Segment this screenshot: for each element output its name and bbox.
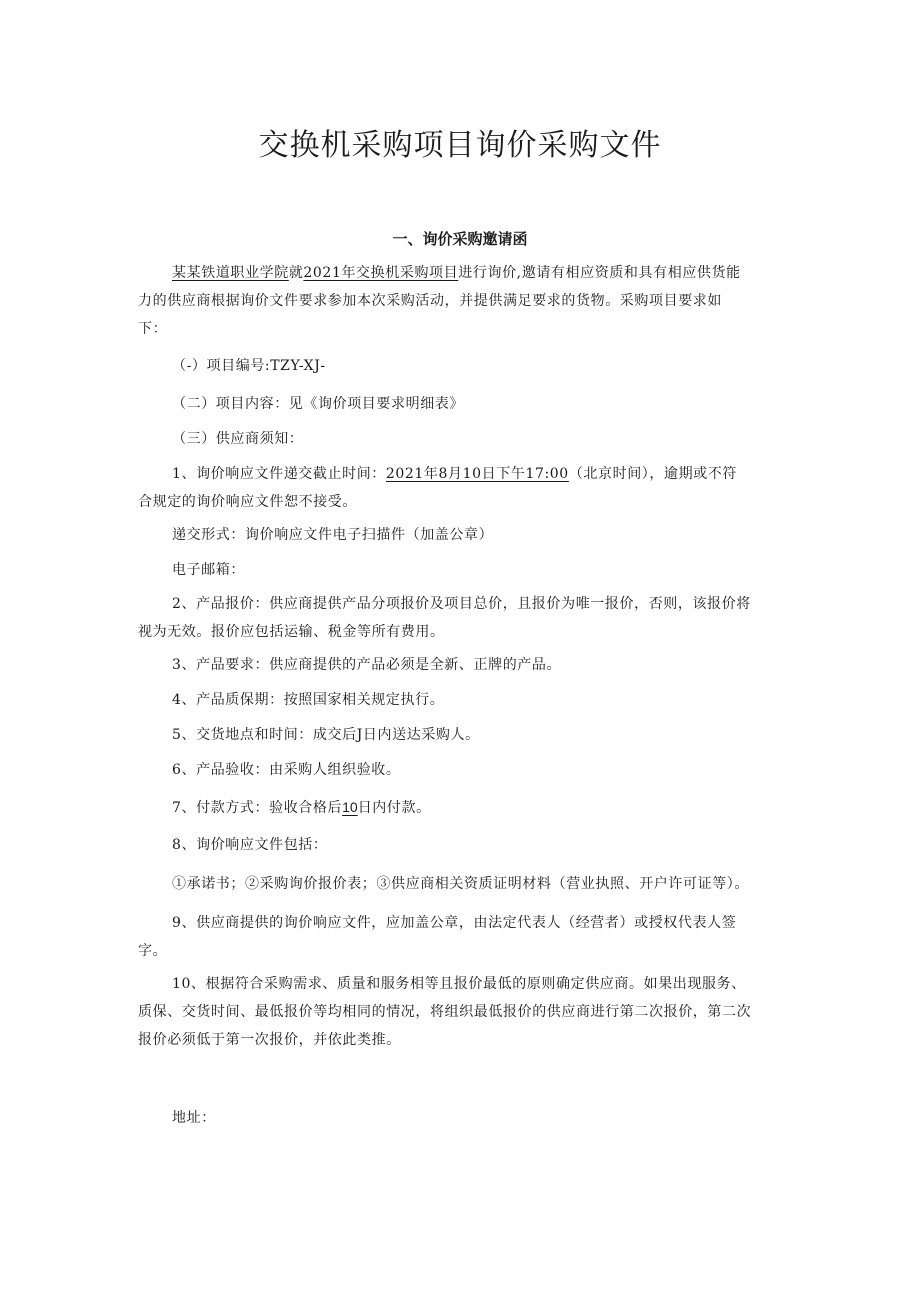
rule-9 (138, 909, 778, 965)
section-heading: 一、询价采购邀请函 (392, 230, 528, 248)
rule-10-line2: 质保、交货时间、最低报价等均相同的情况，将组织最低报价的供应商进行第二次报价，第二次 (138, 1004, 752, 1020)
rule-2 (138, 590, 778, 646)
rule-4: 4、产品质保期：按照国家相关规定执行。 (172, 692, 445, 708)
email-label: 电子邮箱： (172, 562, 245, 578)
payment-days: 10 (342, 799, 358, 815)
intro-line1-rest: 进行询价,邀请有相应资质和具有相应供货能 (458, 265, 741, 281)
document-title: 交换机采购项目询价采购文件 (258, 128, 662, 163)
project-name: 2021年交换机采购项目 (303, 265, 459, 281)
intro-line2: 力的供应商根据询价文件要求参加本次采购活动，并提供满足要求的货物。采购项目要求如 (138, 293, 722, 309)
project-number: （-）项目编号:TZY-XJ- (172, 358, 326, 374)
submission-deadline: 2021年8月10日下午17:00 (385, 466, 569, 482)
rule-7-suffix: 日内付款。 (357, 800, 431, 816)
rule-1-prefix: 1、询价响应文件递交截止时间： (172, 466, 386, 482)
rule-7-prefix: 7、付款方式：验收合格后 (172, 800, 343, 816)
rule-9-line2: 字。 (138, 943, 168, 959)
rule-10 (138, 970, 778, 1054)
intro-word: 就 (288, 265, 304, 281)
rule-2-line1: 2、产品报价：供应商提供产品分项报价及项目总价，且报价为唯一报价，否则，该报价将 (172, 596, 751, 612)
rule-10-line3: 报价必须低于第一次报价，并依此类推。 (138, 1032, 401, 1048)
rule-9-line1: 9、供应商提供的询价响应文件，应加盖公章，由法定代表人（经营者）或授权代表人签 (172, 915, 737, 931)
rule-8-detail: ①承诺书；②采购询价报价表；③供应商相关资质证明材料（营业执照、开户许可证等）。 (172, 876, 749, 892)
rule-8: 8、询价响应文件包括： (172, 837, 328, 853)
rule-1-suffix: （北京时间），逾期或不符 (568, 466, 738, 482)
submission-form: 递交形式：询价响应文件电子扫描件（加盖公章） (172, 527, 494, 543)
address-label: 地址： (172, 1110, 216, 1126)
intro-paragraph (138, 259, 778, 343)
rule-6: 6、产品验收：由采购人组织验收。 (172, 762, 401, 778)
rule-1-line2: 合规定的询价响应文件恕不接受。 (138, 494, 357, 510)
rule-3: 3、产品要求：供应商提供的产品必须是全新、正牌的产品。 (172, 657, 562, 673)
purchaser-name: 某某铁道职业学院 (172, 265, 289, 281)
project-content: （二）项目内容：见《询价项目要求明细表》 (172, 396, 464, 412)
rule-1 (138, 460, 778, 516)
rule-7 (172, 793, 782, 822)
supplier-notice: （三）供应商须知： (172, 431, 304, 447)
intro-line3: 下： (138, 321, 168, 337)
rule-5: 5、交货地点和时间：成交后J日内送达采购人。 (172, 727, 480, 743)
rule-2-line2: 视为无效。报价应包括运输、税金等所有费用。 (138, 624, 445, 640)
rule-10-line1: 10、根据符合采购需求、质量和服务相等且报价最低的原则确定供应商。如果出现服务、 (172, 976, 746, 992)
